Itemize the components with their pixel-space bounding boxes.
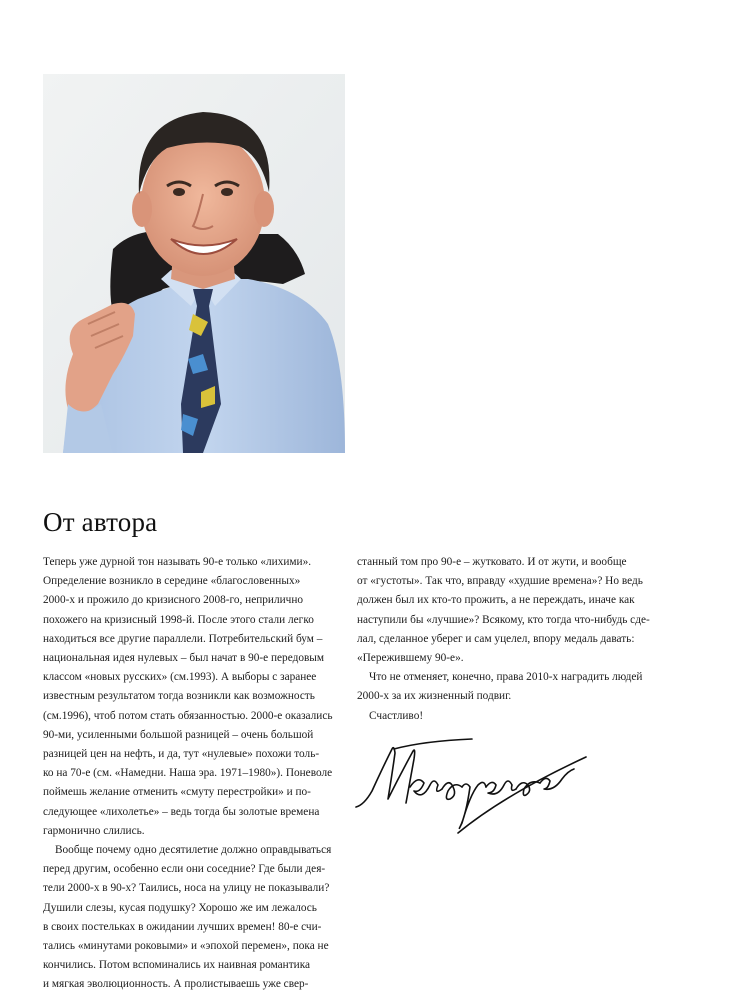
text-line: похожего на кризисный 1998-й. После этого стали легко (43, 613, 314, 626)
paragraph (357, 553, 657, 668)
text-line: 2000-х за их жизненный подвиг. (357, 690, 512, 703)
left-text-column (43, 553, 347, 995)
text-line: кончились. Потом вспоминались их наивная романтика (43, 959, 311, 972)
text-line: Счастливо! (369, 709, 424, 722)
text-line: (см.1996), чтоб потом стать обязанностью. 2000-е оказались (43, 709, 333, 722)
text-line: гармонично слились. (43, 824, 145, 837)
author-signature (354, 735, 589, 835)
text-line: 90-ми, усиленными большой разницей – очень большой (43, 728, 314, 741)
text-line: перед другим, особенно если они соседние? Где были дея- (43, 863, 326, 876)
text-line: Теперь уже дурной тон называть 90-е только «лихими». (43, 556, 312, 568)
page-title: От автора (43, 507, 158, 537)
text-line: и мягкая эволюционность. А пролистываешь уже свер- (43, 978, 309, 991)
text-line: следующее «лихолетье» – ведь тогда бы золотые времена (43, 805, 320, 818)
text-line: Душили слезы, кусая подушку? Хорошо же им лежалось (43, 901, 317, 914)
text-line: станный том про 90-е – жутковато. И от жути, и вообще (357, 556, 627, 568)
text-line: 2000-х и прожило до кризисного 2008-го, неприлично (43, 594, 304, 607)
text-line: Определение возникло в середине «благословенных» (43, 575, 301, 588)
text-line: находиться все другие параллели. Потребительский бум – (43, 632, 323, 645)
text-line: поймешь желание отменить «смуту перестройки» и по- (43, 786, 311, 799)
right-text-column (357, 553, 657, 726)
text-line: разницей цен на нефть, и да, тут «нулевые» похожи толь- (43, 748, 320, 761)
text-line: должен был их кто-то прожить, а не переждать, иначе как (357, 594, 635, 607)
text-line: лал, сделанное уберег и сам уцелел, впору медаль давать: (357, 632, 635, 645)
text-line: от «густоты». Так что, вправду «худшие времена»? Но ведь (357, 575, 643, 588)
text-line: «Пережившему 90-е». (357, 652, 464, 665)
paragraph (357, 668, 657, 706)
text-line: Что не отменяет, конечно, права 2010-х наградить людей (369, 671, 643, 684)
paragraph (43, 553, 347, 841)
text-line: национальная идея нулевых – был начат в 90-е передовым (43, 652, 325, 665)
text-line: наступили бы «лучшие»? Всякому, кто тогда что-нибудь сде- (357, 613, 650, 626)
text-line: тались «минутами роковыми» и «эпохой перемен», пока не (43, 940, 329, 953)
text-line: Вообще почему одно десятилетие должно оправдываться (55, 844, 332, 857)
text-line: в своих постельках в ожидании лучших времен! 80-е счи- (43, 920, 322, 933)
text-line: тели 2000-х в 90-х? Таились, носа на улицу не показывали? (43, 882, 330, 895)
text-line: известным результатом тогда возникли как возможность (43, 690, 315, 703)
text-line: классом «новых русских» (см.1993). А выборы с заранее (43, 671, 317, 684)
paragraph (43, 841, 347, 995)
text-line: ко на 70-е (см. «Намедни. Наша эра. 1971–1980»). Поневоле (43, 767, 333, 780)
paragraph (357, 707, 657, 726)
author-portrait (43, 74, 345, 453)
